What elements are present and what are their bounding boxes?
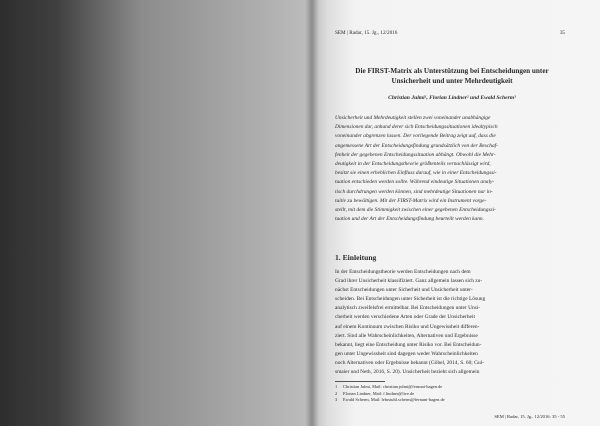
abstract-line: tuation und der Art der Entscheidungsfindung beurteilt werden kann. [335,216,484,223]
abstract [335,114,565,224]
body-line: ziert. Sind alle Wahrscheinlichkeiten, Alternativen und Ergebnisse [335,332,478,339]
article-title: Die FIRST-Matrix als Unterstützung bei Entscheidungen unter Unsicherheit und unter Mehrdeutigkeit [355,67,549,85]
footnotes [335,384,565,404]
abstract-line: tisch durchdrungen werden können, sind mehrdeutige Situationen nur in- [335,188,493,195]
abstract-line: Dimensionen dar, anhand derer sich Entscheidungssituationen idealtypisch [335,124,498,131]
abstract-line: besitzt sie einen erheblichen Einfluss darauf, wie in einer Entscheidungssi- [335,170,497,177]
body-line: smaier und Neth, 2016, S. 20). Unsicherheit bezieht sich allgemein [335,369,480,376]
body-line: nächst Entscheidungen unter Sicherheit und Unsicherheit unter- [335,287,473,294]
abstract-line: angemessene Art der Entscheidungsfindung grundsätzlich von der Beschaf- [335,142,498,149]
footnote-number: 2 [335,390,338,396]
abstract-line: voneinander abgrenzen lassen. Der vorliegende Beitrag zeigt auf, dass die [335,133,496,140]
abstract-line: tuitiv zu bewältigen. Mit der FIRST-Matrix wird ein Instrument vorge- [335,197,487,204]
running-header [335,30,565,36]
footnote [335,397,565,404]
abstract-line: tuation entschieden werden sollte. Während eindeutige Situationen analy- [335,179,495,186]
article-authors: Christian Julmi¹, Florian Lindner² und Ewald Scherm³ [388,95,516,101]
body-text [335,268,565,377]
footnote-text: Ewald Scherm, Mail: lehrstuhl.scherm@fernuni-hagen.de [343,397,445,403]
footnote-number: 1 [335,384,338,389]
body-line: noch Alternativen oder Ergebnisse bekannt (Göbel, 2014, S. 60; Gul- [335,359,485,366]
footnote-divider [335,381,385,382]
body-line: bekannt, liegt eine Entscheidung unter Risiko vor. Bei Entscheidun- [335,341,482,348]
body-line: Grad ihrer Unsicherheit klassifiziert. Ganz allgemein lassen sich zu- [335,278,483,285]
book-gutter [305,0,319,426]
abstract-line: deutigkeit in der Entscheidungstheorie größtenteils vernachlässigt wird, [335,161,491,168]
running-header-journal: SEM | Radar, 15. Jg., 12/2016 [335,30,398,36]
page-number: 35 [559,30,565,36]
body-line: In der Entscheidungstheorie werden Entscheidungen nach dem [335,269,471,275]
footnote-number: 3 [335,397,338,403]
abstract-line: stellt, mit dem die Stimmigkeit zwischen einer gegebenen Entscheidungssi- [335,207,496,214]
body-line: cherheit werden verschiedene Arten oder Grade der Unsicherheit [335,314,475,321]
section-heading: 1. Einleitung [335,253,377,262]
footnote [335,384,565,391]
body-line: gen unter Ungewissheit sind dagegen weder Wahrscheinlichkeiten [335,350,478,357]
running-footer: SEM | Radar, 15. Jg., 12/2016: 35 - 55 [494,414,565,419]
body-line: auf einem Kontinuum zwischen Risiko und Ungewissheit differen- [335,323,480,330]
abstract-line: Unsicherheit und Mehrdeutigkeit stellen zwei voneinander unabhängige [335,115,491,121]
footnote-text: Christian Julmi, Mail: christian.julmi@fernuni-hagen.de [343,384,443,389]
abstract-line: fenheit der gegebenen Entscheidungssituation abhängt. Obwohl die Mehr- [335,151,496,158]
footnote-text: Florian Lindner, Mail: f.lindner@live.de [343,390,415,396]
body-line: analytisch zweifelsfrei ermittelbar. Bei Entscheidungen unter Unsi- [335,305,481,312]
body-line: scheiden. Bei Entscheidungen unter Sicherheit ist die richtige Lösung [335,296,486,303]
footnote [335,391,565,398]
